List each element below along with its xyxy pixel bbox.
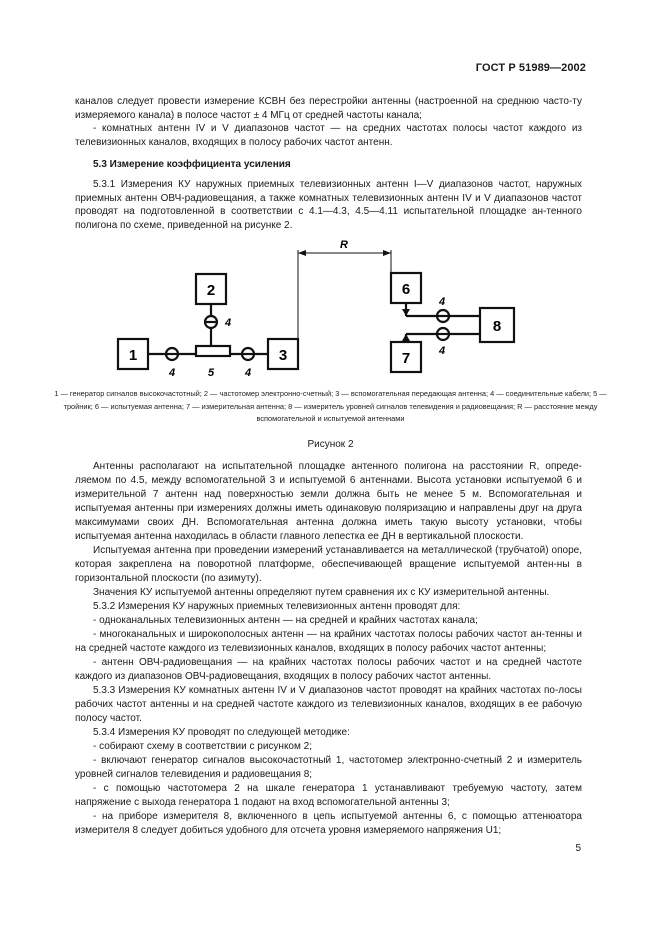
list-item: - с помощью частотомера 2 на шкале генератора 1 устанавливают требуемую частоту, затем напряжение с выхода генератора 1 подают на вход вспомогательной антенны 3; xyxy=(75,783,582,808)
dimension-arrow-right-icon xyxy=(383,250,391,256)
callout-label: 5 xyxy=(208,367,215,379)
paragraph: каналов следует провести измерение КСВН без перестройки антенны (настроенной на среднюю часто-ту измеряемого канала) в полосе частот ± 4 МГц от средней частоты канала; xyxy=(75,96,582,121)
box-label: 7 xyxy=(401,350,411,367)
paragraph: 5.3.1 Измерения КУ наружных приемных телевизионных антенн I—V диапазонов частот, наружных приемных антенн ОВЧ-радиовещания, а также комнатных телевизионных антенн IV и V диапазонов частот проводят на подготовленной в соответствии с 4.1—4.3, 4.5—4.11 испытательной площадке ан-тенного полигона по схеме, приведенной на рисунке 2. xyxy=(75,178,582,231)
callout-label: 4 xyxy=(225,317,232,329)
list-item: - многоканальных и широкополосных антенн — на крайних частотах полосы рабочих частот ан-тенны и на средней частоте каждого из телевизионных каналов, входящих в полосу рабочих частот антенны; xyxy=(75,629,582,654)
distance-label: R xyxy=(340,239,348,251)
paragraph: 5.3.2 Измерения КУ наружных приемных телевизионных антенн проводят для: xyxy=(93,601,461,612)
list-item: - включают генератор сигналов высокочастотный 1, частотомер электронно-счетный 2 и измеритель уровней сигналов телевидения и радиовещания 8; xyxy=(75,755,582,780)
section-title: 5.3 Измерение коэффициента усиления xyxy=(93,159,291,171)
box-label: 6 xyxy=(401,281,411,298)
callout-label: 4 xyxy=(169,367,176,379)
callout-label: 4 xyxy=(439,345,446,357)
document-header: ГОСТ Р 51989—2002 xyxy=(475,62,586,74)
callout-label: 4 xyxy=(439,296,446,308)
list-item: - антенн ОВЧ-радиовещания — на крайних частотах полосы рабочих частот и на средней частоте каждого из диапазонов ОВЧ-радиовещания, входящих в полосу рабочих частот антенны. xyxy=(75,657,582,682)
paragraph: Значения КУ испытуемой антенны определяют путем сравнения их с КУ измерительной антенны. xyxy=(93,587,550,598)
main-text-block xyxy=(75,460,582,838)
figure-caption: 1 — генератор сигналов высокочастотный; 2 — частотомер электронно-счетный; 3 — вспомогательная передающая антенна; 4 — соединительные кабели; 5 — тройник; 6 — испытуемая антенна; 7 — измерительная антенна; 8 — измеритель уровней сигналов телевидения и радиовещания; R — расстояние между вспомогательной и испытуемой антеннами xyxy=(54,389,607,423)
page-number: 5 xyxy=(575,843,581,854)
box-label: 1 xyxy=(128,347,138,364)
box-label: 3 xyxy=(278,347,288,364)
list-item: - одноканальных телевизионных антенн — на средней и крайних частотах канала; xyxy=(93,615,478,626)
figure-label: Рисунок 2 xyxy=(307,439,354,450)
list-item: - на приборе измерителя 8, включенного в цепь испытуемой антенны 6, с помощью аттенюатора измерителя 8 следует добиться удобного для отсчета уровня измеряемого напряжения U1; xyxy=(75,811,582,836)
list-item: - собирают схему в соответствии с рисунком 2; xyxy=(93,741,312,752)
dimension-arrow-left-icon xyxy=(298,250,306,256)
paragraph: Испытуемая антенна при проведении измерений устанавливается на металлической (трубчатой) опоре, которая закреплена на поворотной платформе, обеспечивающей вращение испытуемой антен-ны в горизонтальной плоскости (по азимуту). xyxy=(75,545,582,584)
paragraph: Антенны располагают на испытательной площадке антенного полигона на расстоянии R, опреде-ляемом по 4.5, между вспомогательной 3 и испытуемой 6 антеннами. Высота установки испытуемой 6 и измерительной 7 антенн над поверхностью земли должна быть не менее 5 м. Вспомогательная и испытуемая антенны при измерениях должны иметь одинаковую поляризацию и направлены друг на друга максимумами своих ДН. Вспомогательная антенна должна иметь такую высоту установки, чтобы испытуемая антенна находилась в области главного лепестка ее ДН в вертикальной плоскости. xyxy=(75,461,582,542)
box-label: 2 xyxy=(206,282,216,299)
paragraph: 5.3.4 Измерения КУ проводят по следующей методике: xyxy=(93,727,350,738)
paragraph: 5.3.3 Измерения КУ комнатных антенн IV и V диапазонов частот проводят на крайних частотах по-лосы рабочих частот антенны и на средней частоте каждого из телевизионных каналов, входящих в ее рабочую полосу частот. xyxy=(75,685,582,724)
box-label: 8 xyxy=(492,318,502,335)
paragraph: - комнатных антенн IV и V диапазонов частот — на средних частотах полосы частот каждого из телевизионных каналов, входящих в полосу рабочих частот антенн. xyxy=(75,123,582,148)
callout-label: 4 xyxy=(245,367,252,379)
tee-connector xyxy=(196,346,230,356)
